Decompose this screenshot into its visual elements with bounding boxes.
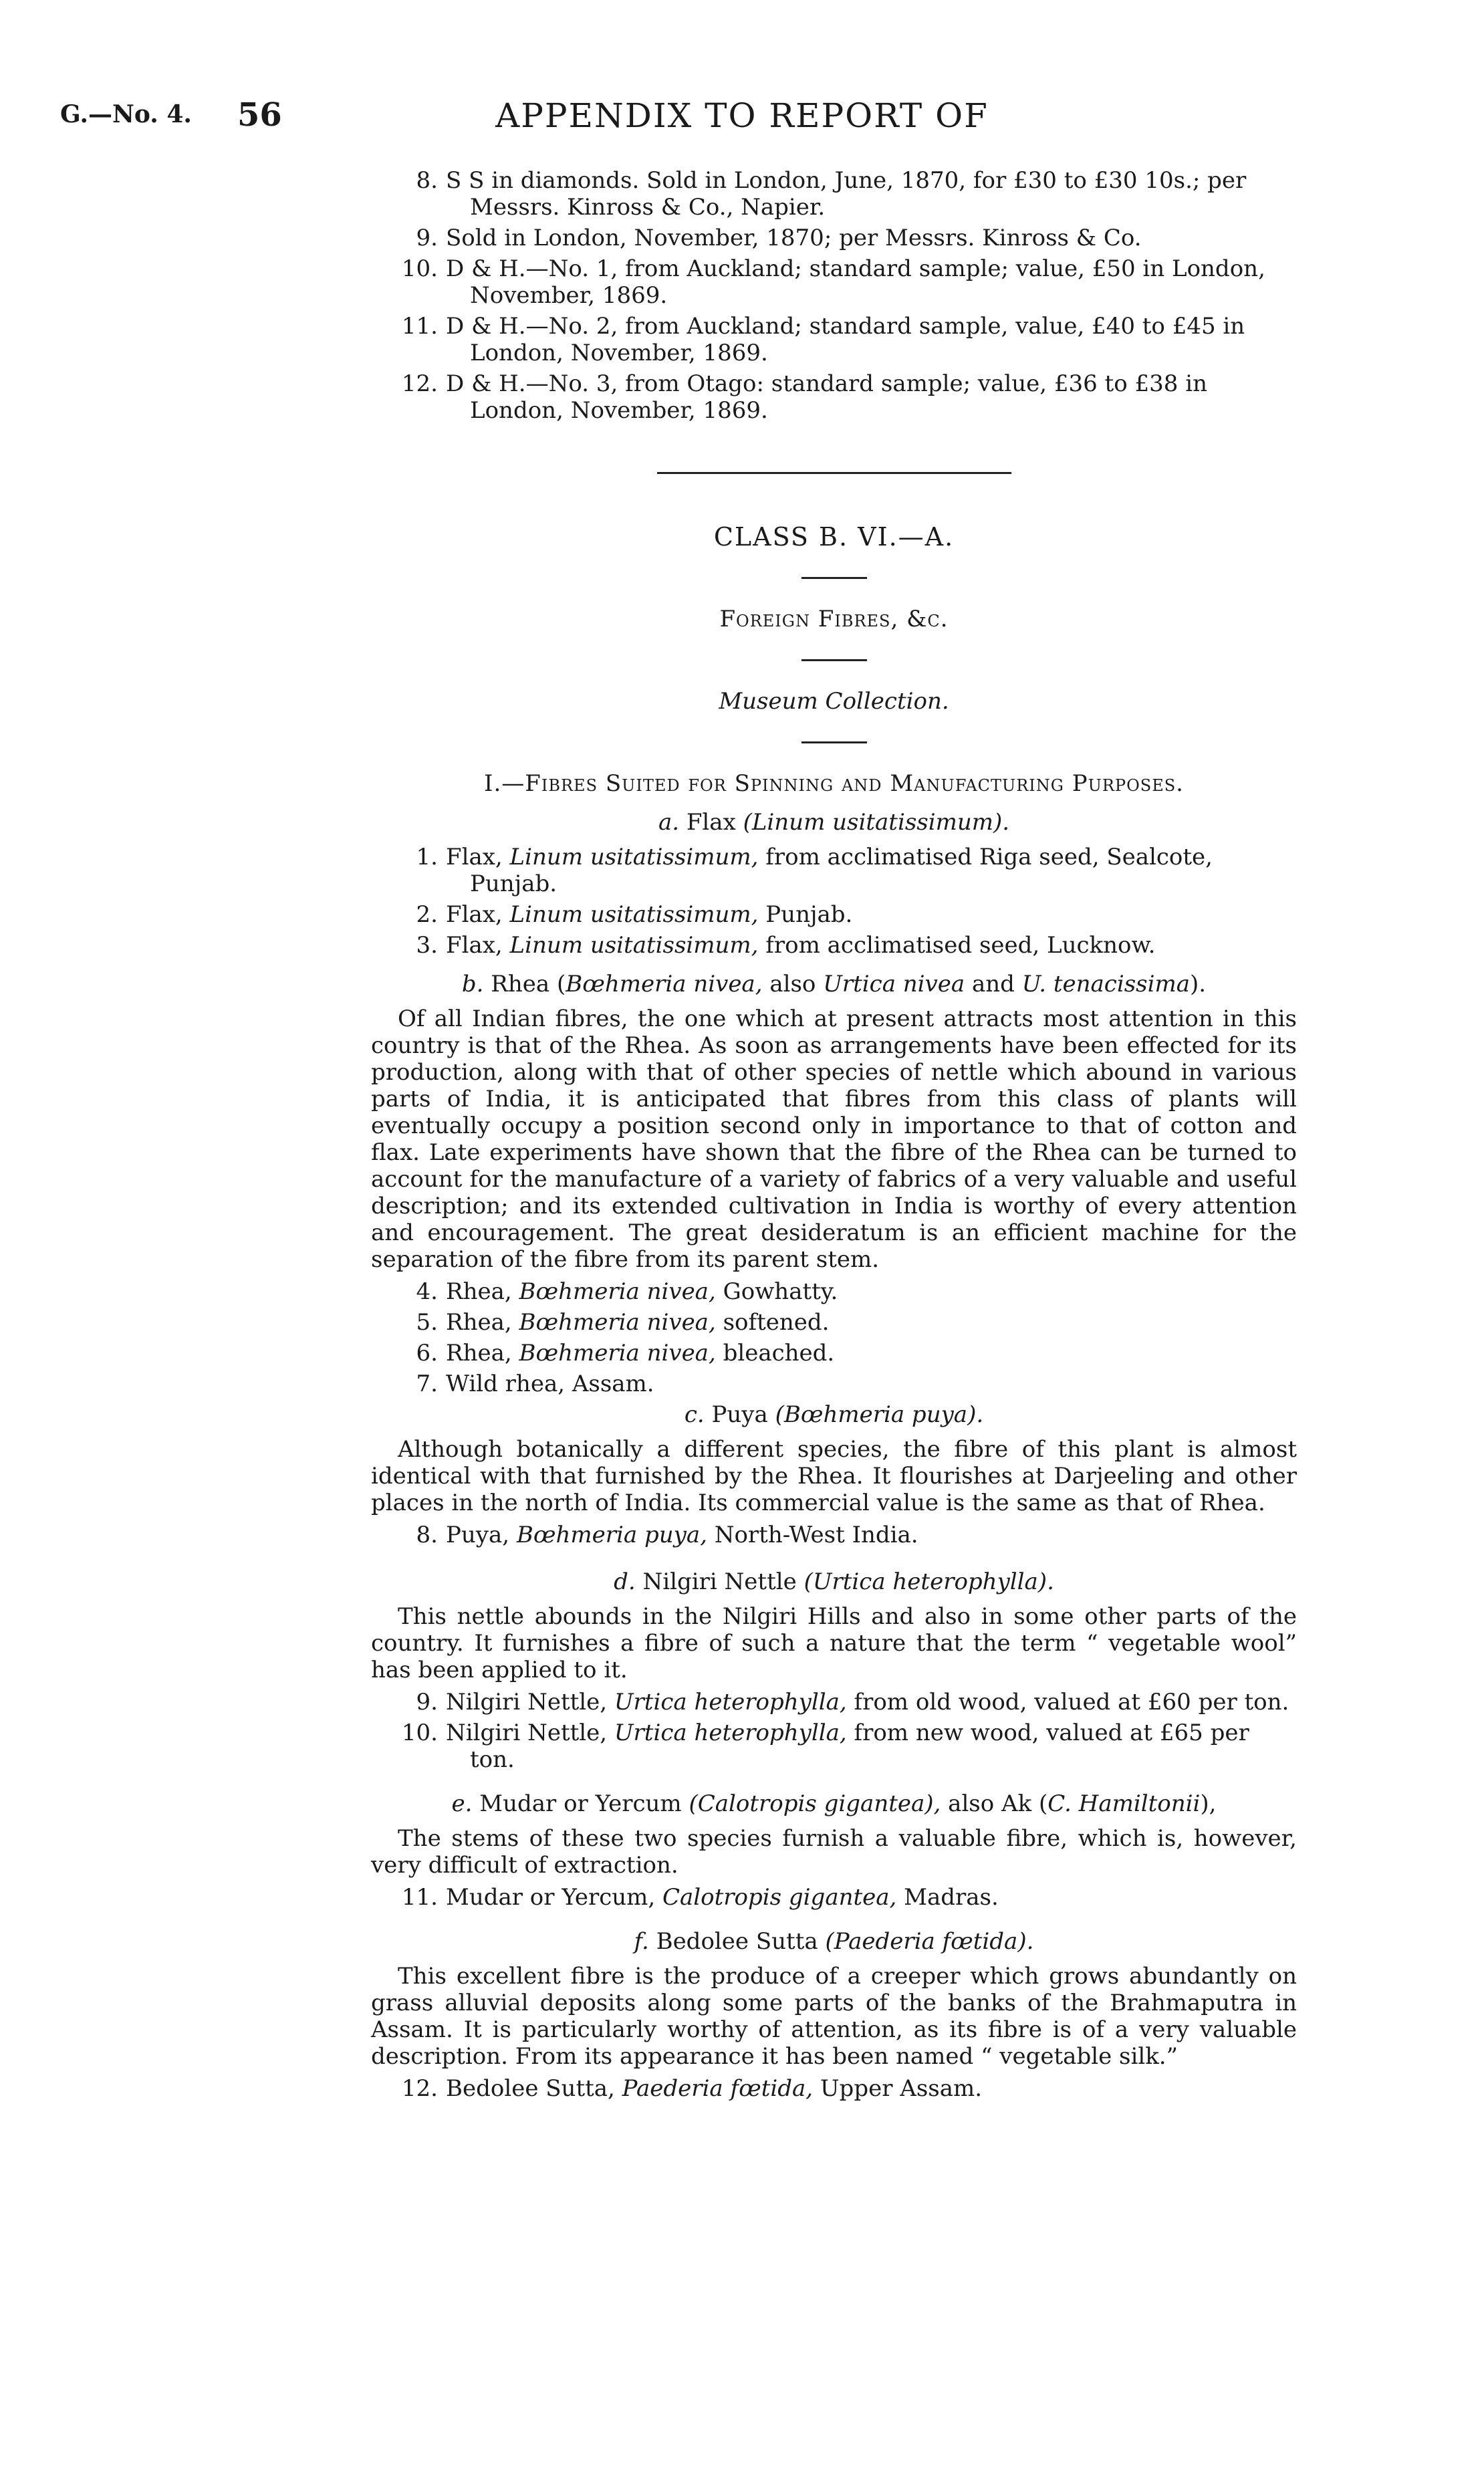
class-title: CLASS B. VI.—A. [713,522,955,552]
running-title: APPENDIX TO REPORT OF [495,96,989,135]
group-heading-nilgiri-nettle: d. Nilgiri Nettle (Urtica heterophylla). [614,1568,1054,1595]
list-item: 9. Nilgiri Nettle, Urtica heterophylla, from old wood, valued at £60 per ton. [416,1689,1289,1715]
nilgiri-description: This nettle abounds in the Nilgiri Hills and also in some other parts of the country. It furnishes a fibre of such a nature that the term “ vegetable wool” has been applied to it. [371,1603,1297,1683]
section-divider [657,472,1011,474]
list-item: 5. Rhea, Bœhmeria nivea, softened. [416,1309,830,1336]
group-heading-puya: c. Puya (Bœhmeria puya). [684,1401,984,1428]
page-header [0,96,1484,140]
continued-entry-list [371,167,1297,424]
collection-title: Museum Collection. [719,688,949,715]
page-body [371,167,1297,2106]
short-divider [801,741,867,743]
group-heading-rhea: b. Rhea (Bœhmeria nivea, also Urtica nivea and U. tenacissima). [461,971,1207,997]
list-item: 6. Rhea, Bœhmeria nivea, bleached. [416,1340,835,1367]
short-divider [801,577,867,579]
list-item: 2. Flax, Linum usitatissimum, Punjab. [416,901,853,928]
report-reference: G.—No. 4. [60,100,192,128]
list-item: 11. Mudar or Yercum, Calotropis gigantea, Madras. [401,1884,999,1911]
puya-description: Although botanically a different species, the fibre of this plant is almost identical with that furnished by the Rhea. It flourishes at Darjeeling and other places in the north of India. Its commercial value is the same as that of Rhea. [371,1436,1297,1516]
list-item: 8. S S in diamonds. Sold in London, June, 1870, for £30 to £30 10s.; per Messrs. Kinross & Co., Napier. [416,167,1247,221]
rhea-description: Of all Indian fibres, the one which at present attracts most attention in this country is that of the Rhea. As soon as arrangements have been effected for its production, along with that of other species of nettle which abound in various parts of India, it is anticipated that fibres from this class of plants will eventually occupy a position second only in importance to that of cotton and flax. Late experiments have shown that the fibre of the Rhea can be turned to account for the manufacture of a variety of fabrics of a very valuable and useful description; and its extended cultivation in India is worthy of every attention and encouragement. The great desideratum is an efficient machine for the separation of the fibre from its parent stem. [371,1005,1297,1273]
section-heading: I.—Fibres Suited for Spinning and Manufacturing Purposes. [484,770,1184,797]
group-heading-flax: a. Flax (Linum usitatissimum). [658,809,1010,836]
list-item: 10. D & H.—No. 1, from Auckland; standard sample; value, £50 in London, November, 1869. [401,255,1265,309]
list-item: 4. Rhea, Bœhmeria nivea, Gowhatty. [416,1278,838,1305]
list-item: 3. Flax, Linum usitatissimum, from acclimatised seed, Lucknow. [416,932,1156,959]
short-divider [801,659,867,661]
list-item: 8. Puya, Bœhmeria puya, North-West India. [416,1522,918,1548]
bedolee-description: This excellent fibre is the produce of a creeper which grows abundantly on grass alluvial deposits along some parts of the banks of the Brahmaputra in Assam. It is particularly worthy of attention, as its fibre is of a very valuable description. From its appearance it has been named “ vegetable silk.” [371,1963,1297,2070]
list-item: 12. Bedolee Sutta, Paederia fœtida, Upper Assam. [401,2075,983,2102]
list-item: 11. D & H.—No. 2, from Auckland; standard sample, value, £40 to £45 in London, November, 1869. [401,313,1245,366]
list-item: 7. Wild rhea, Assam. [416,1371,654,1397]
list-item: 1. Flax, Linum usitatissimum, from acclimatised Riga seed, Sealcote, Punjab. [416,844,1213,897]
class-subtitle: Foreign Fibres, &c. [719,606,949,632]
list-item: 12. D & H.—No. 3, from Otago: standard sample; value, £36 to £38 in London, November, 1869. [401,370,1207,424]
list-item: 10. Nilgiri Nettle, Urtica heterophylla, from new wood, valued at £65 per ton. [401,1720,1249,1773]
page-number: 56 [237,96,282,134]
group-heading-bedolee-sutta: f. Bedolee Sutta (Paederia fœtida). [634,1928,1034,1955]
list-item: 9. Sold in London, November, 1870; per Messrs. Kinross & Co. [416,225,1142,251]
mudar-description: The stems of these two species furnish a valuable fibre, which is, however, very difficult of extraction. [371,1825,1297,1879]
group-heading-mudar: e. Mudar or Yercum (Calotropis gigantea), also Ak (C. Hamiltonii), [451,1790,1217,1817]
